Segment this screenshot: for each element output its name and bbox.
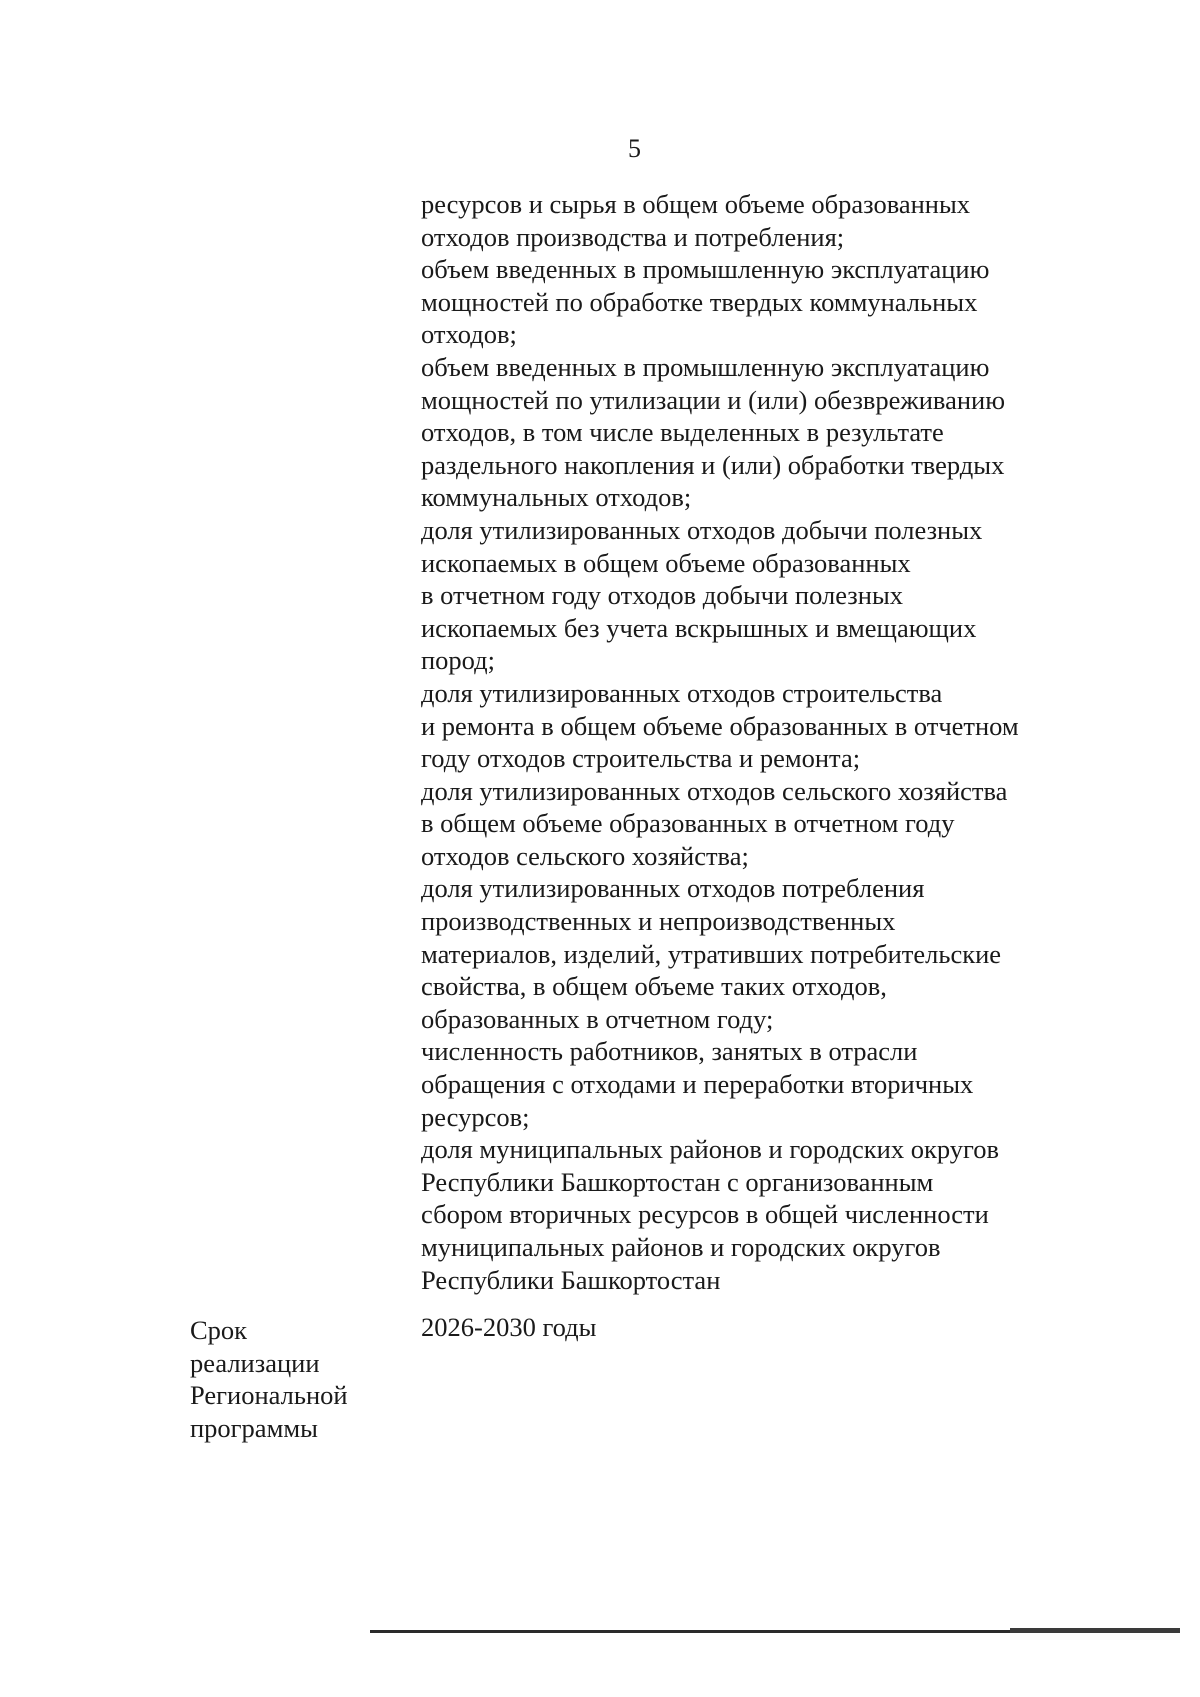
indicators-text — [421, 188, 1121, 1296]
term-label-line: Региональной — [190, 1380, 348, 1410]
indicator-text-line: доля утилизированных отходов потребления — [421, 873, 925, 904]
indicator-text-line: пород; — [421, 645, 496, 676]
indicator-text-line: ресурсов; — [421, 1101, 530, 1132]
indicator-text-line: ископаемых без учета вскрышных и вмещающих — [421, 612, 977, 643]
indicator-text-line: и ремонта в общем объеме образованных в отчетном — [421, 710, 1019, 741]
indicator-text-line: отходов сельского хозяйства; — [421, 840, 749, 871]
indicator-text-line: ископаемых в общем объеме образованных — [421, 547, 911, 578]
page-number: 5 — [628, 134, 641, 163]
indicator-text-line: материалов, изделий, утративших потребительские — [421, 938, 1002, 969]
indicator-text-line: доля утилизированных отходов сельского хозяйства — [421, 775, 1008, 806]
indicator-text-line: отходов производства и потребления; — [421, 221, 845, 252]
term-label-line: реализации — [190, 1347, 320, 1378]
indicator-text-line: коммунальных отходов; — [421, 482, 692, 513]
indicator-text-line: доля муниципальных районов и городских округов — [421, 1134, 999, 1165]
indicator-text-line: доля утилизированных отходов добычи полезных — [421, 514, 983, 545]
indicator-text-line: году отходов строительства и ремонта; — [421, 743, 861, 774]
indicator-text-line: муниципальных районов и городских округов — [421, 1232, 941, 1262]
indicator-text-line: мощностей по утилизации и (или) обезвреживанию — [421, 384, 1006, 415]
term-value: 2026-2030 годы — [421, 1312, 597, 1342]
indicator-text-line: Республики Башкортостан — [421, 1264, 721, 1295]
indicator-text-line: мощностей по обработке твердых коммунальных — [421, 286, 978, 317]
indicator-text-line: в общем объеме образованных в отчетном году — [421, 808, 955, 839]
indicator-text-line: в отчетном году отходов добычи полезных — [421, 580, 903, 611]
term-label — [190, 1314, 348, 1444]
indicator-text-line: отходов, в том числе выделенных в результате — [421, 417, 944, 448]
indicator-text-line: производственных и непроизводственных — [421, 906, 896, 937]
indicator-text-line: отходов; — [421, 319, 517, 350]
indicator-text-line: доля утилизированных отходов строительства — [421, 677, 943, 708]
indicator-text-line: объем введенных в промышленную эксплуатацию — [421, 351, 990, 382]
indicator-text-line: численность работников, занятых в отрасли — [421, 1036, 918, 1067]
indicator-text-line: объем введенных в промышленную эксплуатацию — [421, 254, 990, 285]
indicator-text-line: сбором вторичных ресурсов в общей численности — [421, 1199, 989, 1230]
indicator-text-line: ресурсов и сырья в общем объеме образованных — [421, 189, 971, 219]
indicator-text-line: Республики Башкортостан с организованным — [421, 1166, 934, 1197]
term-label-line: Срок — [190, 1315, 248, 1345]
indicator-text-line: свойства, в общем объеме таких отходов, — [421, 971, 887, 1002]
indicator-text-line: образованных в отчетном году; — [421, 1003, 774, 1034]
bottom-divider-thick — [1010, 1628, 1180, 1633]
indicator-text-line: обращения с отходами и переработки вторичных — [421, 1069, 974, 1100]
indicator-text-line: раздельного накопления и (или) обработки твердых — [421, 449, 1005, 480]
term-label-line: программы — [190, 1412, 318, 1443]
